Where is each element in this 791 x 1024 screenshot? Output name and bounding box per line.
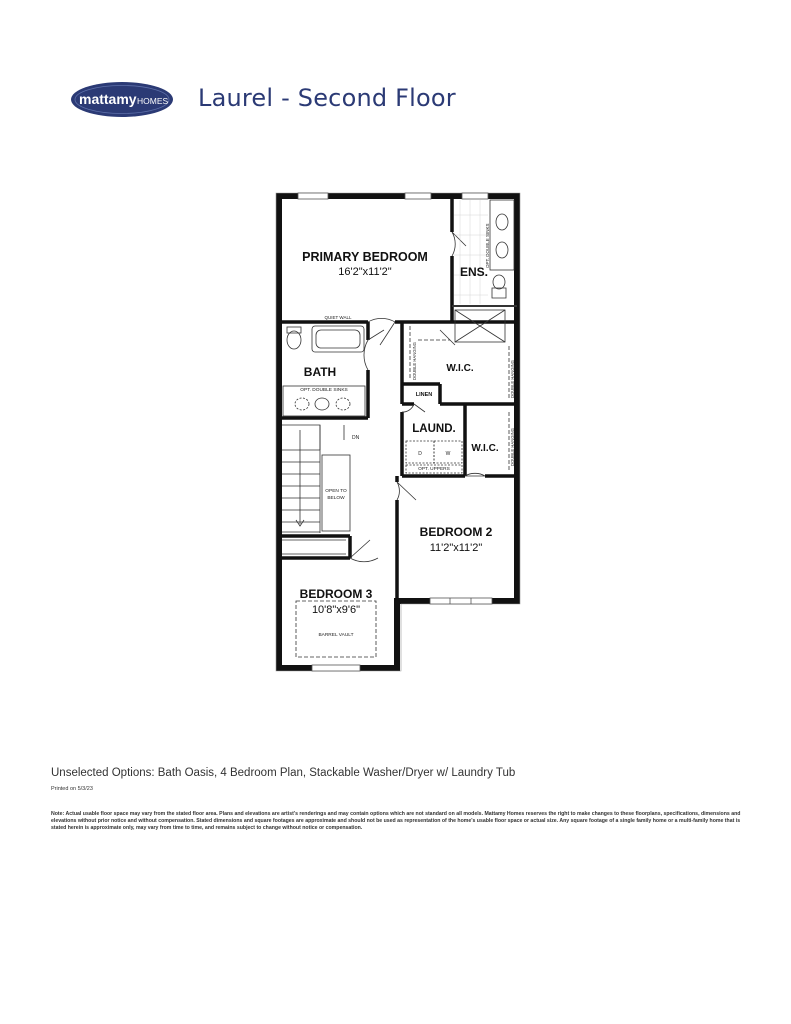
opt-uppers-label: OPT. UPPERS xyxy=(418,467,450,472)
bath-sinks xyxy=(295,398,350,410)
double-hanging-label-3: DOUBLE HANGING xyxy=(510,428,515,466)
bath-sinks-solid xyxy=(315,398,329,410)
laundry-label: LAUND. xyxy=(412,423,456,435)
page-title: Laurel - Second Floor xyxy=(198,84,456,112)
ensuite-label: ENS. xyxy=(459,265,489,279)
linen-label: LINEN xyxy=(415,392,433,398)
dryer-label: D xyxy=(418,451,422,457)
ensuite-double-sinks-label: OPT. DOUBLE SINKS xyxy=(485,223,490,268)
open-to-below-label-1: OPEN TO xyxy=(325,489,347,494)
wic-bedroom2-label: W.I.C. xyxy=(471,443,499,454)
primary-bedroom-dims: 16'2"x11'2" xyxy=(338,266,392,278)
barrel-vault-label: BARREL VAULT xyxy=(318,633,354,638)
open-to-below-label-2: BELOW xyxy=(327,496,345,501)
bedroom3-dims: 10'8"x9'6" xyxy=(311,604,361,616)
wic-primary-label: W.I.C. xyxy=(446,363,474,374)
logo-text-mattamy: mattamy xyxy=(79,91,137,107)
bath-label: BATH xyxy=(303,365,337,379)
stairs-dn-label: DN xyxy=(352,435,360,441)
ensuite-tile xyxy=(454,200,488,304)
printed-date: Printed on 5/3/23 xyxy=(51,786,93,792)
bedroom2-dims: 11'2"x11'2" xyxy=(429,542,483,554)
primary-bedroom-label: PRIMARY BEDROOM xyxy=(302,250,428,264)
bath-double-sinks-label: OPT. DOUBLE SINKS xyxy=(300,388,348,393)
logo-text-homes: HOMES xyxy=(137,96,169,106)
quiet-wall-label: QUIET WALL xyxy=(324,315,352,320)
unselected-options: Unselected Options: Bath Oasis, 4 Bedroom Plan, Stackable Washer/Dryer w/ Laundry Tub xyxy=(51,767,516,779)
disclaimer-note: Note: Actual usable floor space may vary from the stated floor area. Plans and elevations are artist's renderings and may contain options which are not standard on all models. Mattamy Homes reserves the right to make changes to these floorplans, specifications, dimensions and elevations without prior notice and without compensation. Stated dimensions and square footages are approximate and should not be used as representation of the home's usable floor space or actual size. Any square footage of a single family home or a multi-family home that is stated herein is approximate only, may vary from time to time, and remains subject to change without notice or compensation. xyxy=(51,811,741,831)
bedroom3-label: BEDROOM 3 xyxy=(299,587,373,601)
bedroom2-label: BEDROOM 2 xyxy=(419,525,493,539)
stairs xyxy=(282,425,350,533)
stair-rails xyxy=(282,540,346,554)
double-hanging-label-2: DOUBLE HANGING xyxy=(510,360,515,398)
double-hanging-label-1: DOUBLE HANGING xyxy=(412,342,417,380)
washer-label: W xyxy=(445,451,451,457)
